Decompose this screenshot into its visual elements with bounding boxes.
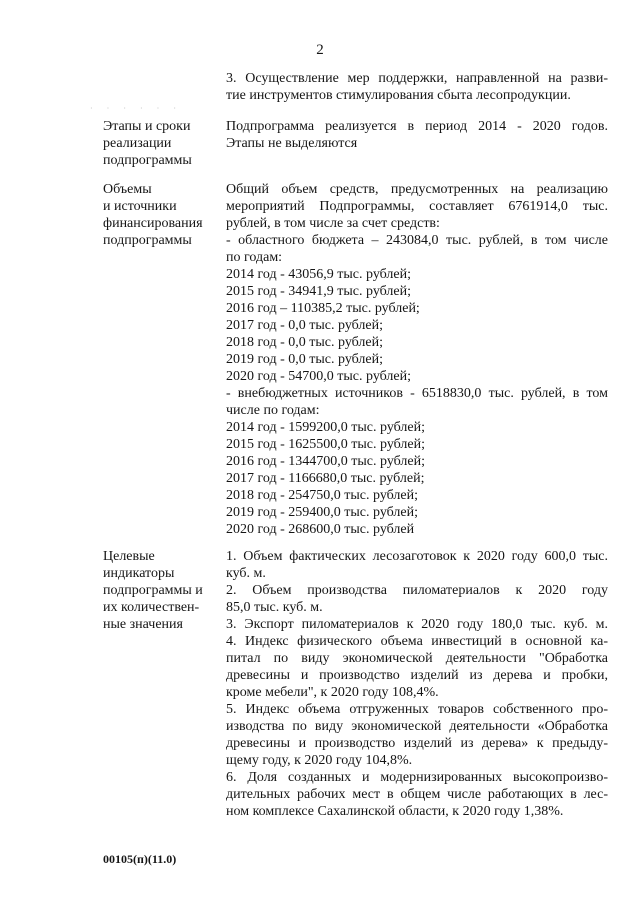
value-line: 2019 год - 0,0 тыс. рублей; xyxy=(226,352,384,367)
value-line: числе по годам: xyxy=(226,403,320,418)
label-funding xyxy=(103,181,223,249)
value-funding xyxy=(226,181,608,538)
indicator-line: древесины и производство изделий из дерева» к предыду- xyxy=(226,736,608,751)
value-line: 2015 год - 34941,9 тыс. рублей; xyxy=(226,284,412,299)
indicator-line: кроме мебели", к 2020 году 108,4%. xyxy=(226,685,439,700)
indicator-line: щему году, к 2020 году 104,8%. xyxy=(226,753,413,768)
label-line: подпрограммы xyxy=(103,233,192,248)
label-stages xyxy=(103,118,223,169)
value-line: - областного бюджета – 243084,0 тыс. рублей, в том числе xyxy=(226,233,608,248)
indicator-line: 5. Индекс объема отгруженных товаров собственного про- xyxy=(226,702,608,717)
value-line: 2018 год - 254750,0 тыс. рублей; xyxy=(226,488,419,503)
page-number: 2 xyxy=(316,42,324,58)
value-line: 2014 год - 43056,9 тыс. рублей; xyxy=(226,267,412,282)
label-line: и источники xyxy=(103,199,177,214)
indicator-line: 2. Объем производства пиломатериалов к 2020 году xyxy=(226,583,608,598)
value-line: 2020 год - 268600,0 тыс. рублей xyxy=(226,522,415,537)
intro-line: тие инструментов стимулирования сбыта лесопродукции. xyxy=(226,88,571,103)
value-line: 2014 год - 1599200,0 тыс. рублей; xyxy=(226,420,426,435)
value-line: рублей, в том числе за счет средств: xyxy=(226,216,440,231)
indicator-line: питал по виду экономической деятельности "Обработка xyxy=(226,651,608,666)
value-line: 2017 год - 0,0 тыс. рублей; xyxy=(226,318,384,333)
label-line: подпрограммы xyxy=(103,153,192,168)
document-code: 00105(п)(11.0) xyxy=(103,852,177,866)
indicator-line: древесины и производство изделий из дерева и пробки, xyxy=(226,668,608,683)
indicator-line: изводства по виду экономической деятельности «Обработка xyxy=(226,719,608,734)
value-line: по годам: xyxy=(226,250,283,265)
value-line: - внебюджетных источников - 6518830,0 тыс. рублей, в том xyxy=(226,386,608,401)
label-line: Этапы и сроки xyxy=(103,119,191,134)
indicator-line: 3. Экспорт пиломатериалов к 2020 году 180,0 тыс. куб. м. xyxy=(226,617,608,632)
value-line: Общий объем средств, предусмотренных на реализацию xyxy=(226,182,608,197)
label-line: реализации xyxy=(103,136,172,151)
indicator-line: куб. м. xyxy=(226,566,266,581)
value-indicators xyxy=(226,548,608,820)
value-line: Подпрограмма реализуется в период 2014 - 2020 годов. xyxy=(226,119,608,134)
indicator-line: 1. Объем фактических лесозаготовок к 2020 году 600,0 тыс. xyxy=(226,549,608,564)
intro-continuation xyxy=(226,70,608,104)
label-line: их количествен- xyxy=(103,600,200,615)
value-line: 2020 год - 54700,0 тыс. рублей; xyxy=(226,369,412,384)
indicator-line: 4. Индекс физического объема инвестиций в основной ка- xyxy=(226,634,608,649)
indicator-line: 6. Доля созданных и модернизированных высокопроизво- xyxy=(226,770,608,785)
value-line: 2015 год - 1625500,0 тыс. рублей; xyxy=(226,437,426,452)
label-line: подпрограммы и xyxy=(103,583,203,598)
indicator-line: ном комплексе Сахалинской области, к 2020 году 1,38%. xyxy=(226,804,564,819)
value-line: 2017 год - 1166680,0 тыс. рублей; xyxy=(226,471,425,486)
label-line: Объемы xyxy=(103,182,152,197)
value-line: Этапы не выделяются xyxy=(226,136,358,151)
indicator-line: дительных рабочих мест в общем числе работающих в лес- xyxy=(226,787,608,802)
value-line: 2018 год - 0,0 тыс. рублей; xyxy=(226,335,384,350)
label-line: ные значения xyxy=(103,617,183,632)
indicator-line: 85,0 тыс. куб. м. xyxy=(226,600,323,615)
value-line: мероприятий Подпрограммы, составляет 6761914,0 тыс. xyxy=(226,199,608,214)
value-line: 2016 год – 110385,2 тыс. рублей; xyxy=(226,301,420,316)
value-stages xyxy=(226,118,608,152)
label-indicators xyxy=(103,548,223,633)
intro-line: 3. Осуществление мер поддержки, направленной на разви- xyxy=(226,71,608,86)
scan-artifact: · · · · · · xyxy=(90,104,182,113)
label-line: Целевые xyxy=(103,549,155,564)
value-line: 2019 год - 259400,0 тыс. рублей; xyxy=(226,505,419,520)
label-line: индикаторы xyxy=(103,566,175,581)
value-line: 2016 год - 1344700,0 тыс. рублей; xyxy=(226,454,426,469)
label-line: финансирования xyxy=(103,216,203,231)
